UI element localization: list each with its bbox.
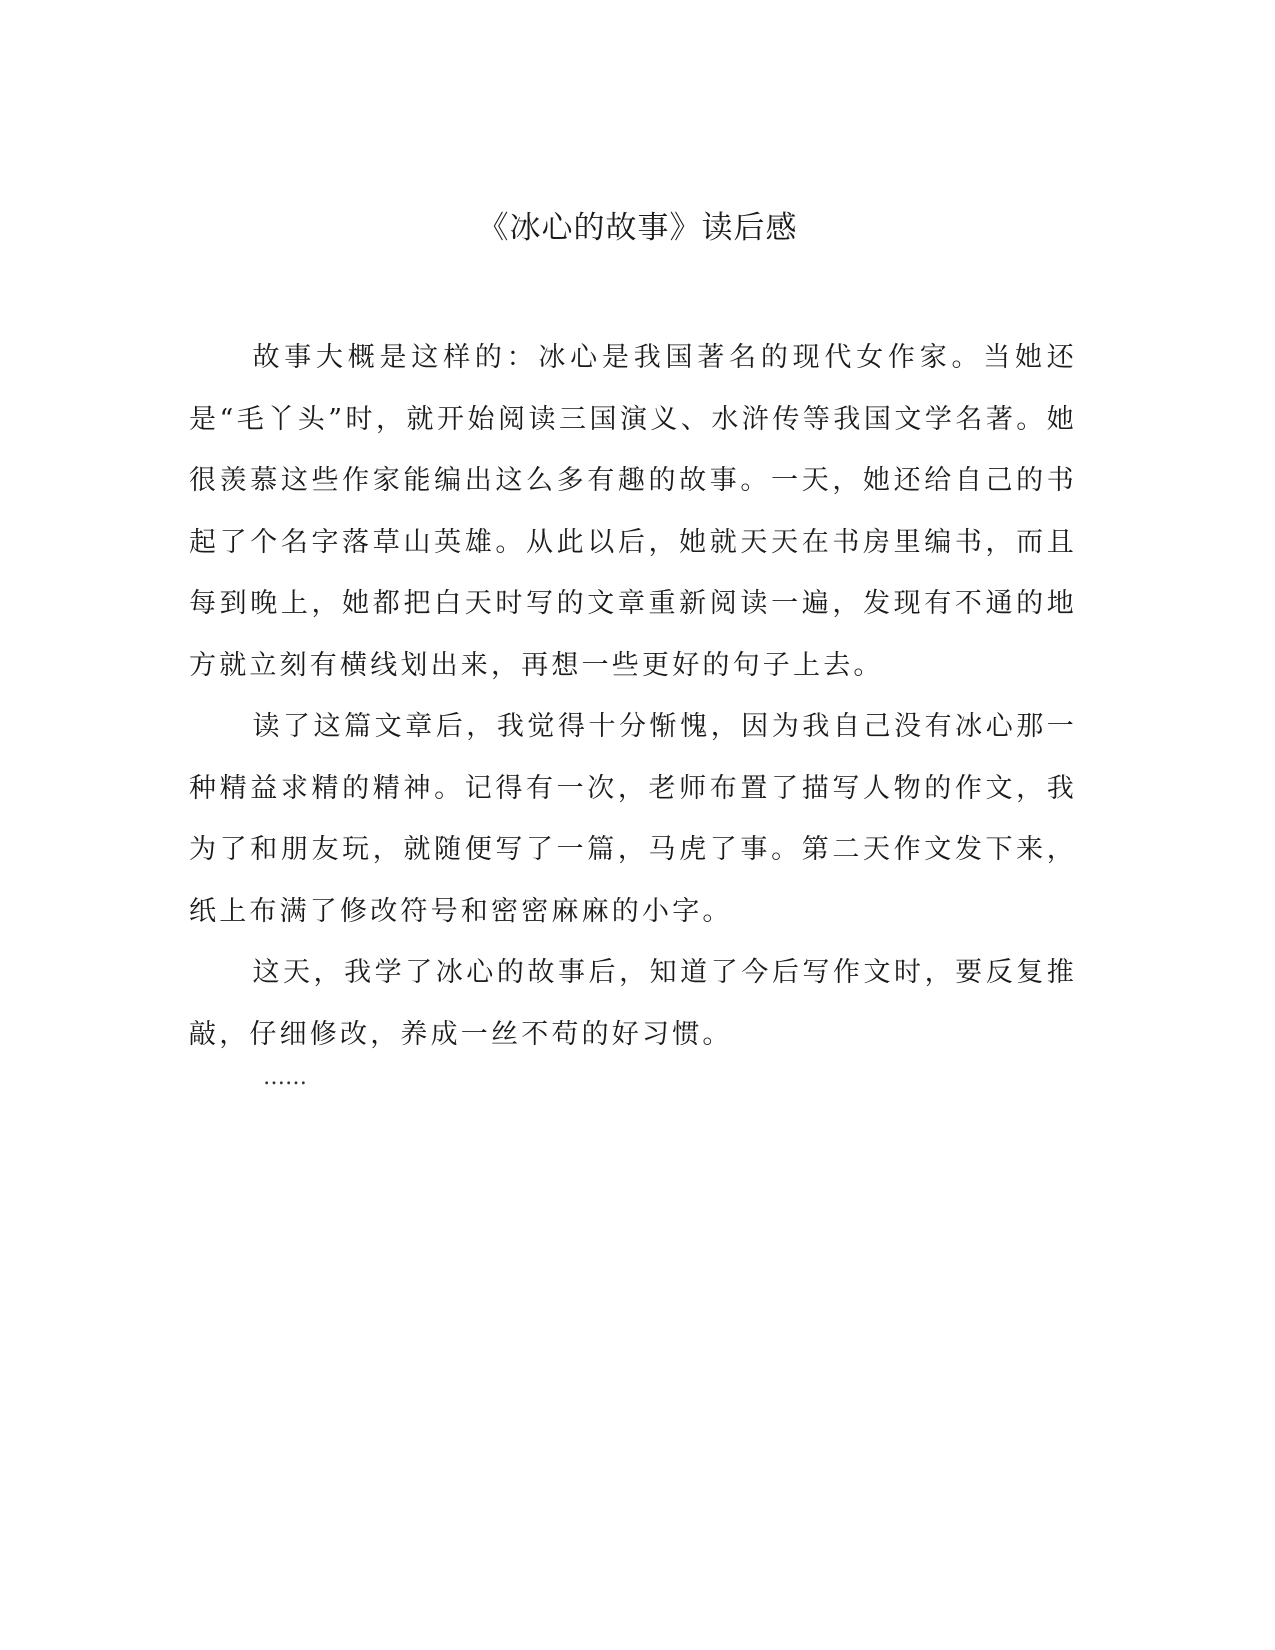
paragraph-1: 故事大概是这样的：冰心是我国著名的现代女作家。当她还是“毛丫头”时，就开始阅读三国演义、水浒传等我国文学名著。她很羡慕这些作家能编出这么多有趣的故事。一天，她还给自己的书起了个名字落草山英雄。从此以后，她就天天在书房里编书，而且每到晚上，她都把白天时写的文章重新阅读一遍，发现有不通的地方就立刻有横线划出来，再想一些更好的句子上去。 [189,342,1077,681]
paragraph-3: 这天，我学了冰心的故事后，知道了今后写作文时，要反复推敲，仔细修改，养成一丝不苟的好习惯。 [189,957,1077,1050]
document-title: 《冰心的故事》读后感 [477,210,798,246]
document-body [189,327,1077,1065]
paragraph-2: 读了这篇文章后，我觉得十分惭愧，因为我自己没有冰心那一种精益求精的精神。记得有一次，老师布置了描写人物的作文，我为了和朋友玩，就随便写了一篇，马虎了事。第二天作文发下来，纸上布满了修改符号和密密麻麻的小字。 [189,711,1077,927]
continuation-ellipsis: …… [263,1065,307,1090]
